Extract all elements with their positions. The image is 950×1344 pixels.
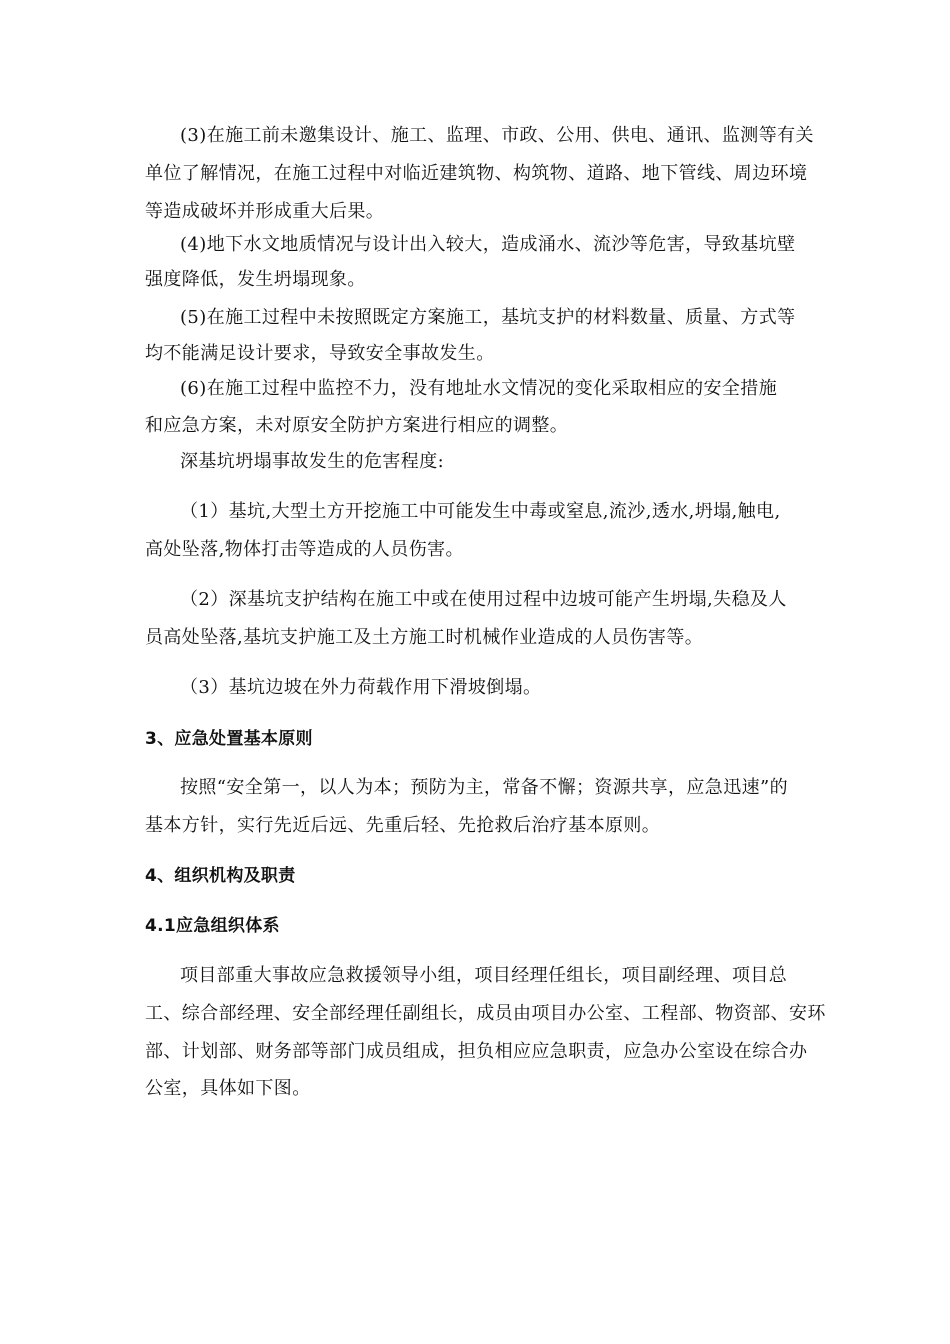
paragraph-6-line-1: (6)在施工过程中监控不力，没有地址水文情况的变化采取相应的安全措施 <box>180 378 778 399</box>
paragraph-5-line-1: (5)在施工过程中未按照既定方案施工，基坑支护的材料数量、质量、方式等 <box>180 307 796 328</box>
section-4-1-body-line-1: 项目部重大事故应急救援领导小组，项目经理任组长，项目副经理、项目总 <box>180 965 788 986</box>
paragraph-3-line-1: (3)在施工前未邀集设计、施工、监理、市政、公用、供电、通讯、监测等有关 <box>180 125 814 146</box>
hazard-1-line-1: （1）基坑,大型土方开挖施工中可能发生中毒或窒息,流沙,透水,坍塌,触电, <box>180 501 781 522</box>
section-3-body-line-1: 按照“安全第一，以人为本；预防为主，常备不懈；资源共享，应急迅速”的 <box>180 777 789 798</box>
hazard-3: （3）基坑边坡在外力荷载作用下滑坡倒塌。 <box>180 677 542 698</box>
hazard-1-line-2: 高处坠落,物体打击等造成的人员伤害。 <box>145 539 464 560</box>
hazard-2-line-2: 员高处坠落,基坑支护施工及土方施工时机械作业造成的人员伤害等。 <box>145 627 704 648</box>
paragraph-4-line-1: (4)地下水文地质情况与设计出入较大，造成涌水、流沙等危害，导致基坑壁 <box>180 234 796 255</box>
paragraph-3-line-3: 等造成破坏并形成重大后果。 <box>145 201 385 222</box>
section-4-1-body-line-2: 工、综合部经理、安全部经理任副组长，成员由项目办公室、工程部、物资部、安环 <box>145 1003 826 1024</box>
paragraph-3-line-2: 单位了解情况，在施工过程中对临近建筑物、构筑物、道路、地下管线、周边环境 <box>145 163 808 184</box>
section-4-1-body-line-3: 部、计划部、财务部等部门成员组成，担负相应应急职责，应急办公室设在综合办 <box>145 1041 808 1062</box>
hazard-intro: 深基坑坍塌事故发生的危害程度: <box>180 451 445 472</box>
section-4-1-heading: 4.1应急组织体系 <box>145 916 280 936</box>
hazard-2-line-1: （2）深基坑支护结构在施工中或在使用过程中边坡可能产生坍塌,失稳及人 <box>180 589 787 610</box>
paragraph-5-line-2: 均不能满足设计要求，导致安全事故发生。 <box>145 343 495 364</box>
section-4-heading: 4、组织机构及职责 <box>145 866 296 886</box>
paragraph-4-line-2: 强度降低，发生坍塌现象。 <box>145 269 366 290</box>
paragraph-6-line-2: 和应急方案，未对原安全防护方案进行相应的调整。 <box>145 415 569 436</box>
section-4-1-body-line-4: 公室，具体如下图。 <box>145 1078 311 1099</box>
section-3-body-line-2: 基本方针，实行先近后远、先重后轻、先抢救后治疗基本原则。 <box>145 815 661 836</box>
section-3-heading: 3、应急处置基本原则 <box>145 729 313 749</box>
